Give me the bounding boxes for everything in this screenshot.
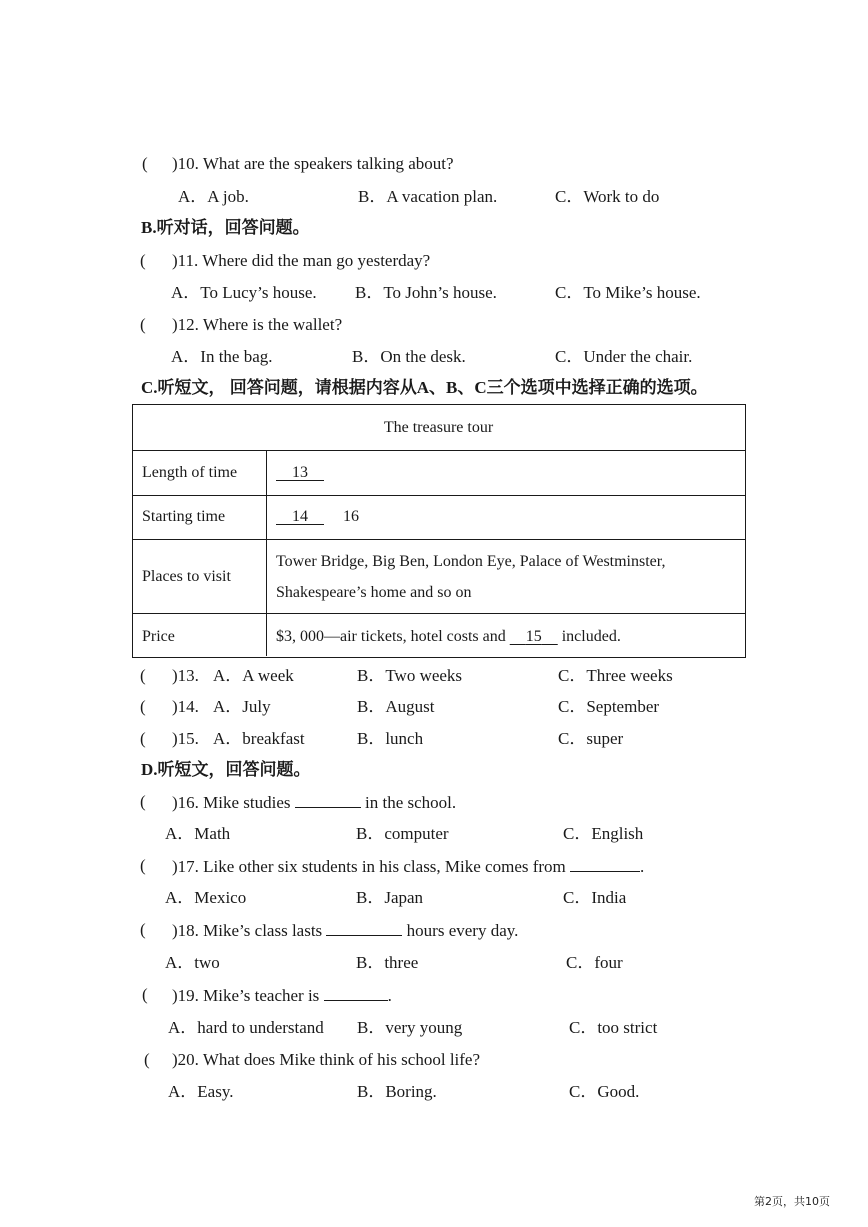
option-b: B．very young <box>357 1018 463 1037</box>
blank-14: 14 <box>292 508 308 525</box>
question-number: )10. <box>172 154 199 173</box>
page-number: 第2页，共10页 <box>754 1195 830 1208</box>
option-b: B．To John’s house. <box>355 283 497 302</box>
row-label-starting: Starting time <box>142 508 226 525</box>
option-b: B．computer <box>356 824 449 843</box>
option-a: A．two <box>165 953 220 972</box>
option-c: C．Under the chair. <box>555 347 693 366</box>
section-b-heading: B.听对话，回答问题。 <box>141 218 310 237</box>
question-number: )12. <box>172 315 199 334</box>
question-stem: Where did the man go yesterday? <box>202 251 431 270</box>
question-11 <box>172 251 430 271</box>
option-b: B．On the desk. <box>352 347 466 366</box>
places-line-1: Tower Bridge, Big Ben, London Eye, Palace of Westminster, <box>276 553 666 570</box>
answer-blank <box>570 856 640 872</box>
option-c: C．too strict <box>569 1018 658 1037</box>
option-b: B．Two weeks <box>357 666 463 685</box>
question-17: )17. Like other six students in his class, Mike comes from . <box>172 857 645 876</box>
blank-13: 13 <box>292 464 308 481</box>
question-number: )20. <box>172 1050 199 1069</box>
section-c-heading: C.听短文， 回答问题，请根据内容从A、B、C三个选项中选择正确的选项。 <box>141 378 708 397</box>
option-b: B．lunch <box>357 729 424 748</box>
question-stem: What are the speakers talking about? <box>202 154 454 173</box>
option-b: B．August <box>357 697 435 716</box>
option-a: A．A job. <box>178 187 249 206</box>
question-12 <box>172 315 342 335</box>
treasure-tour-table <box>132 404 746 658</box>
option-c: C．super <box>558 729 624 748</box>
option-a: A．hard to understand <box>168 1018 324 1037</box>
question-18: )18. Mike’s class lasts hours every day. <box>172 921 519 940</box>
option-b: B．Boring. <box>357 1082 437 1101</box>
answer-paren: ( <box>140 251 146 270</box>
table-column-divider <box>266 451 267 656</box>
row-label-price: Price <box>142 628 175 645</box>
answer-paren: ( <box>144 1050 150 1069</box>
table-title: The treasure tour <box>383 419 494 436</box>
option-a: A．breakfast <box>213 729 305 748</box>
option-c: C．Work to do <box>555 187 660 206</box>
table-divider <box>133 613 745 614</box>
option-a: A．Mexico <box>165 888 247 907</box>
question-number: )13. <box>172 666 199 685</box>
option-a: A．Easy. <box>168 1082 234 1101</box>
option-c: C．four <box>566 953 623 972</box>
question-16: )16. Mike studies in the school. <box>172 793 457 812</box>
option-c: C．To Mike’s house. <box>555 283 701 302</box>
option-a: A．July <box>213 697 271 716</box>
option-b: B．A vacation plan. <box>358 187 498 206</box>
option-a: A．Math <box>165 824 231 843</box>
answer-paren: ( <box>140 315 146 334</box>
row-label-length: Length of time <box>142 464 238 481</box>
option-c: C．English <box>563 824 644 843</box>
section-d-heading: D.听短文，回答问题。 <box>141 760 311 779</box>
answer-blank <box>326 920 402 936</box>
question-10 <box>172 154 454 174</box>
price-text: $3, 000—air tickets, hotel costs and 15 included. <box>276 628 621 645</box>
question-number: )14. <box>172 697 199 716</box>
option-a: A．To Lucy’s house. <box>171 283 317 302</box>
question-19: )19. Mike’s teacher is . <box>172 986 392 1005</box>
option-c: C．Three weeks <box>558 666 673 685</box>
places-line-2: Shakespeare’s home and so on <box>276 584 472 601</box>
answer-blank <box>324 985 388 1001</box>
option-b: B．Japan <box>356 888 424 907</box>
option-b: B．three <box>356 953 419 972</box>
answer-paren: ( <box>140 729 146 748</box>
answer-paren: ( <box>142 985 148 1004</box>
answer-paren: ( <box>140 792 146 811</box>
answer-paren: ( <box>140 856 146 875</box>
option-c: C．Good. <box>569 1082 640 1101</box>
row-label-places: Places to visit <box>142 568 231 585</box>
answer-paren: ( <box>140 697 146 716</box>
blank-16-marker: 16 <box>343 508 359 525</box>
answer-paren: ( <box>142 154 148 173</box>
option-a: A．A week <box>213 666 294 685</box>
option-c: C．India <box>563 888 627 907</box>
option-c: C．September <box>558 697 660 716</box>
question-stem: Where is the wallet? <box>202 315 343 334</box>
table-divider <box>133 495 745 496</box>
question-number: )15. <box>172 729 199 748</box>
answer-paren: ( <box>140 920 146 939</box>
question-20 <box>172 1050 480 1070</box>
table-divider <box>133 539 745 540</box>
option-a: A．In the bag. <box>171 347 273 366</box>
table-divider <box>133 450 745 451</box>
question-number: )11. <box>172 251 199 270</box>
answer-paren: ( <box>140 666 146 685</box>
question-stem: What does Mike think of his school life? <box>202 1050 481 1069</box>
answer-blank <box>295 792 361 808</box>
